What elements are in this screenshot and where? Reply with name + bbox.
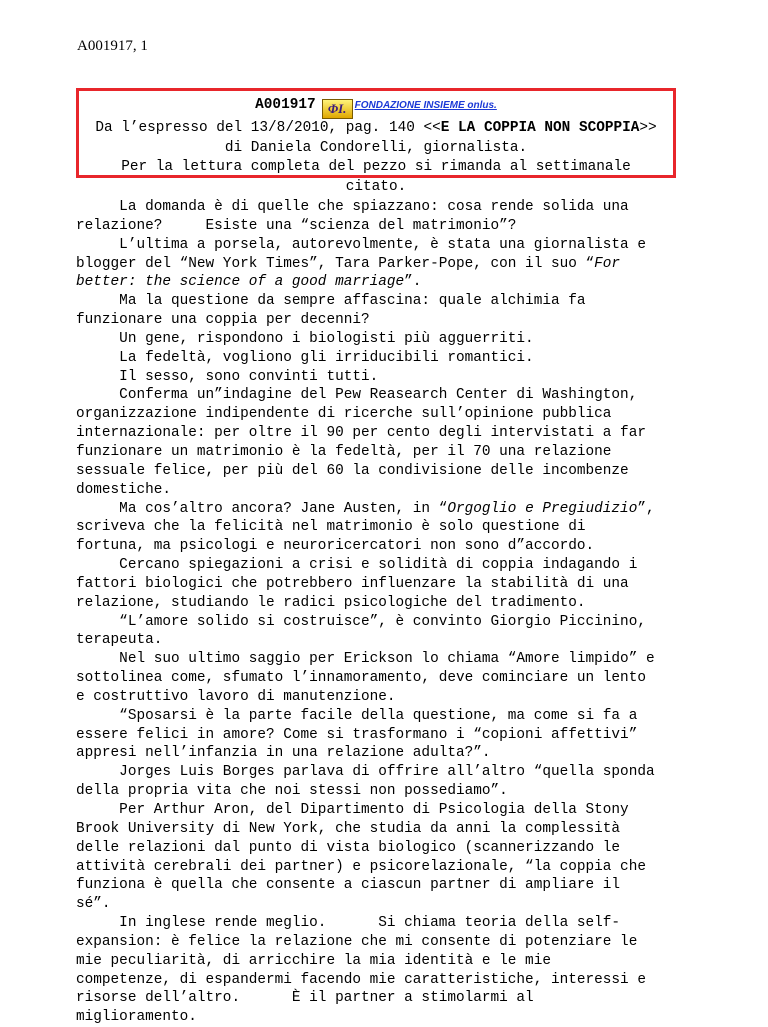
article-body xyxy=(76,198,696,1027)
article-line: L’ultima a porsela, autorevolmente, è stata una giornalista e xyxy=(76,236,646,253)
article-line: “L’amore solido si costruisce”, è convinto Giorgio Piccinino, xyxy=(76,613,646,630)
article-line: “Sposarsi è la parte facile della questione, ma come si fa a xyxy=(76,707,638,724)
article-line: Cercano spiegazioni a crisi e solidità di coppia indagando i xyxy=(76,557,638,574)
article-line: miglioramento. xyxy=(76,1009,197,1026)
foundation-link[interactable]: FONDAZIONE INSIEME onlus. xyxy=(354,100,497,111)
header-note-line: Per la lettura completa del pezzo si rimanda al settimanale xyxy=(121,159,631,175)
article-line: Nel suo ultimo saggio per Erickson lo chiama “Amore limpido” e xyxy=(76,651,655,668)
article-line: internazionale: per oltre il 90 per cento degli intervistati a far xyxy=(76,425,646,442)
header-note-line-2: citato. xyxy=(345,178,407,195)
article-line: Ma la questione da sempre affascina: quale alchimia fa xyxy=(76,293,586,310)
article-line: Un gene, rispondono i biologisti più agguerriti. xyxy=(76,330,534,347)
document-code: A001917 xyxy=(255,97,316,113)
article-line: blogger del “New York Times”, Tara Parker-Pope, con il suo “For xyxy=(76,255,621,272)
header-author-line: di Daniela Condorelli, giornalista. xyxy=(224,139,528,156)
article-line: Conferma un”indagine del Pew Reasearch Center di Washington, xyxy=(76,387,638,404)
article-line: attività cerebrali dei partner) e psicorelazionale, “la coppia che xyxy=(76,858,646,875)
article-line: better: the science of a good marriage”. xyxy=(76,274,422,291)
article-line: relazione? Esiste una “scienza del matrimonio”? xyxy=(76,217,517,234)
article-line: della propria vita che noi stessi non possediamo”. xyxy=(76,783,508,800)
article-line: fortuna, ma psicologi e neuroricercatori non sono d”accordo. xyxy=(76,538,595,555)
foundation-logo-icon: ΦI. xyxy=(322,99,353,119)
article-line: funzionare un matrimonio è la fedeltà, per il 70 una relazione xyxy=(76,443,612,460)
article-line: organizzazione indipendente di ricerche sull’opinione pubblica xyxy=(76,406,612,423)
article-line: expansion: è felice la relazione che mi consente di potenziare le xyxy=(76,933,638,950)
article-line: La fedeltà, vogliono gli irriducibili romantici. xyxy=(76,349,534,366)
article-line: La domanda è di quelle che spiazzano: cosa rende solida una xyxy=(76,199,629,215)
article-line: sessuale felice, per più del 60 la condivisione delle incombenze xyxy=(76,462,629,479)
article-line: delle relazioni dal punto di vista biologico (scannerizzando le xyxy=(76,839,621,856)
article-line: scriveva che la felicità nel matrimonio è solo questione di xyxy=(76,519,586,536)
article-line: risorse dell’altro. È il partner a stimolarmi al xyxy=(76,990,534,1007)
article-line: Brook University di New York, che studia da anni la complessità xyxy=(76,820,621,837)
article-line: domestiche. xyxy=(76,481,171,498)
article-line: Ma cos’altro ancora? Jane Austen, in “Orgoglio e Pregiudizio”, xyxy=(76,500,655,517)
article-line: Il sesso, sono convinti tutti. xyxy=(76,368,379,385)
article-line: competenze, di espandermi facendo mie caratteristiche, interessi e xyxy=(76,971,646,988)
article-line: e costruttivo lavoro di manutenzione. xyxy=(76,688,396,705)
article-line: funzionare una coppia per decenni? xyxy=(76,312,370,329)
article-line: relazione, studiando le radici psicologiche del tradimento. xyxy=(76,594,586,611)
article-line: sottolinea come, sfumato l’innamoramento, deve cominciare un lento xyxy=(76,670,646,687)
article-line: Jorges Luis Borges parlava di offrire all’altro “quella sponda xyxy=(76,764,655,781)
article-line: mie peculiarità, di arricchire la mia identità e le mie xyxy=(76,952,551,969)
page-identifier: A001917, 1 xyxy=(77,38,148,54)
article-line: In inglese rende meglio. Si chiama teoria della self- xyxy=(76,915,621,932)
article-line: fattori biologici che potrebbero influenzare la stabilità di una xyxy=(76,575,629,592)
article-line: essere felici in amore? Come si trasformano i “copioni affettivi” xyxy=(76,726,638,743)
article-line: sé”. xyxy=(76,896,111,913)
header-box xyxy=(76,88,676,195)
article-line: funziona è quella che consente a ciascun partner di ampliare il xyxy=(76,877,621,894)
article-line: appresi nell’infanzia in una relazione adulta?”. xyxy=(76,745,491,762)
header-code-line xyxy=(79,96,673,119)
article-line: Per Arthur Aron, del Dipartimento di Psicologia della Stony xyxy=(76,802,629,818)
article-line: terapeuta. xyxy=(76,632,163,649)
header-source-line: Da l’espresso del 13/8/2010, pag. 140 <<E LA COPPIA NON SCOPPIA>> xyxy=(95,120,657,136)
